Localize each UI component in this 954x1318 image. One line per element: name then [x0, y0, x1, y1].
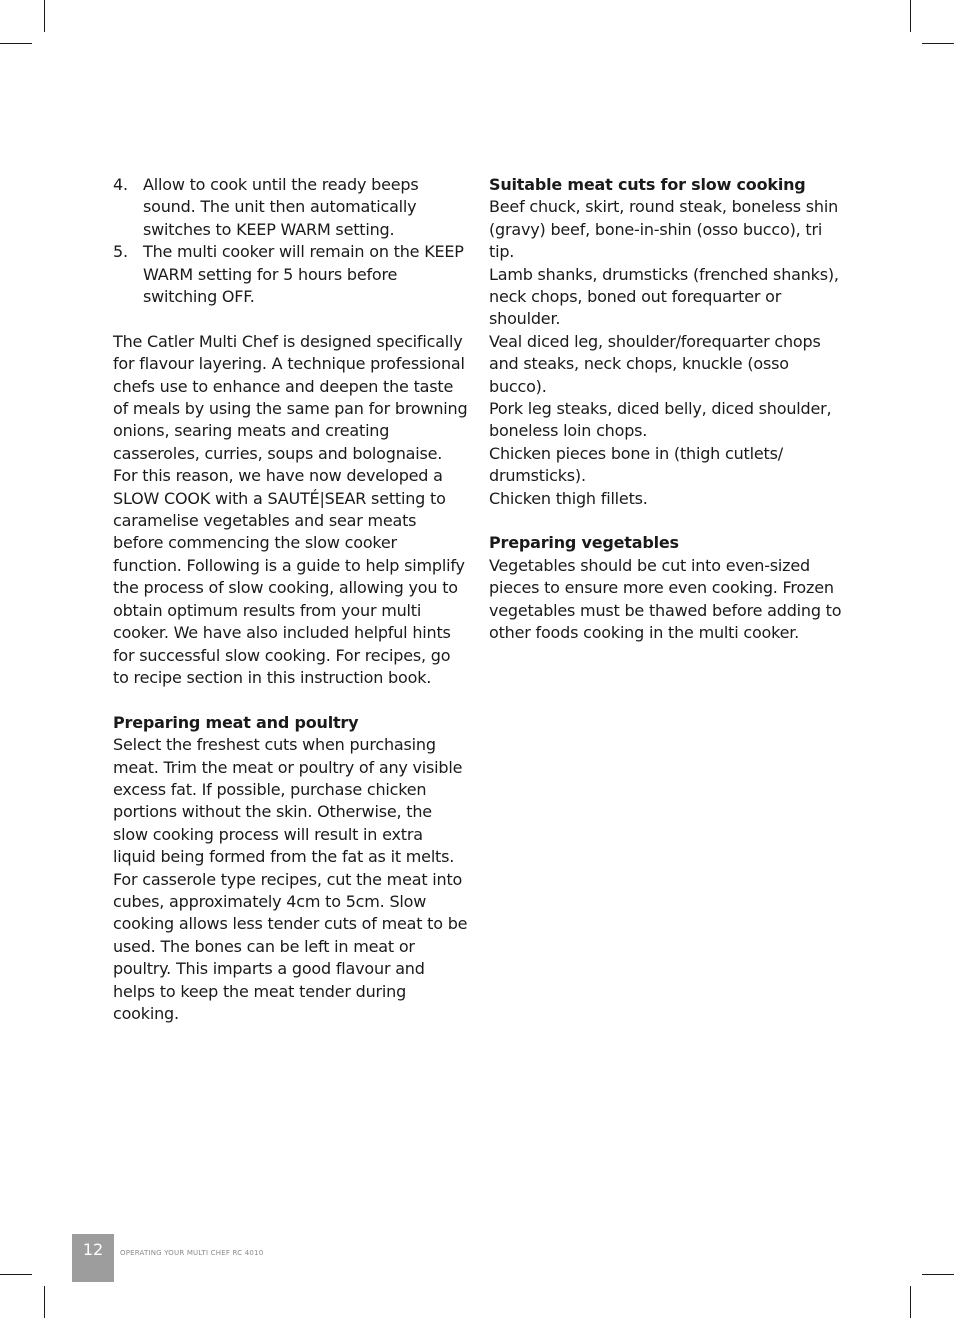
crop-mark	[44, 1286, 45, 1318]
crop-mark	[44, 0, 45, 32]
step-item	[113, 241, 468, 308]
cuts-heading: Suitable meat cuts for slow cooking	[489, 175, 806, 194]
cuts-line-chicken-pieces: Chicken pieces bone in (thigh cutlets/ drumsticks).	[489, 443, 783, 486]
step-text: Allow to cook until the ready beeps sound. The unit then automatically switches to KEEP WARM setting.	[143, 175, 419, 239]
right-column	[489, 174, 849, 645]
steps-list	[113, 174, 468, 308]
page-number-box	[72, 1234, 114, 1282]
step-text: The multi cooker will remain on the KEEP WARM setting for 5 hours before switching OFF.	[143, 242, 464, 307]
vegetables-heading: Preparing vegetables	[489, 533, 679, 553]
crop-mark	[0, 1274, 32, 1275]
cuts-line-lamb: Lamb shanks, drumsticks (frenched shanks), neck chops, boned out forequarter or shoulder.	[489, 264, 839, 329]
cuts-line-beef: Beef chuck, skirt, round steak, boneless shin (gravy) beef, bone-in-shin (osso bucco), tri tip.	[489, 197, 839, 262]
intro-paragraph: The Catler Multi Chef is designed specifically for flavour layering. A technique professional chefs use to enhance and deepen the taste of meals by using the same pan for browning onions, searing meats and creating casseroles, curries, soups and bolognaise. For this reason, we have now developed a SLOW COOK with a SAUTÉ|SEAR setting to caramelise vegetables and sear meats before commencing the slow cooker function. Following is a guide to help simplify the process of slow cooking, allowing you to obtain optimum results from your multi cooker. We have also included helpful hints for successful slow cooking. For recipes, go to recipe section in this instruction book.	[113, 331, 468, 687]
cuts-line-pork: Pork leg steaks, diced belly, diced shoulder, boneless loin chops.	[489, 399, 832, 441]
meat-heading: Preparing meat and poultry	[113, 712, 359, 732]
crop-mark	[922, 43, 954, 44]
step-number: 5.	[113, 242, 128, 262]
vegetables-paragraph: Vegetables should be cut into even-sized pieces to ensure more even cooking. Frozen vegetables must be thawed before adding to other foods cooking in the multi cooker.	[489, 555, 842, 643]
crop-mark	[922, 1274, 954, 1275]
crop-mark	[910, 1286, 911, 1318]
cuts-line-chicken-fillets: Chicken thigh fillets.	[489, 488, 648, 508]
crop-mark	[910, 0, 911, 32]
footer-section-title: OPERATING YOUR MULTI CHEF RC 4010	[120, 1249, 264, 1257]
crop-mark	[0, 43, 32, 44]
cuts-line-veal: Veal diced leg, shoulder/forequarter chops and steaks, neck chops, knuckle (osso bucco).	[489, 331, 821, 396]
page-number: 12	[82, 1240, 104, 1259]
left-column	[113, 174, 468, 1025]
step-item	[113, 174, 468, 241]
meat-paragraph: Select the freshest cuts when purchasing meat. Trim the meat or poultry of any visible excess fat. If possible, purchase chicken portions without the skin. Otherwise, the slow cooking process will result in extra liquid being formed from the fat as it melts. For casserole type recipes, cut the meat into cubes, approximately 4cm to 5cm. Slow cooking allows less tender cuts of meat to be used. The bones can be left in meat or poultry. This imparts a good flavour and helps to keep the meat tender during cooking.	[113, 735, 468, 1023]
step-number: 4.	[113, 175, 128, 194]
